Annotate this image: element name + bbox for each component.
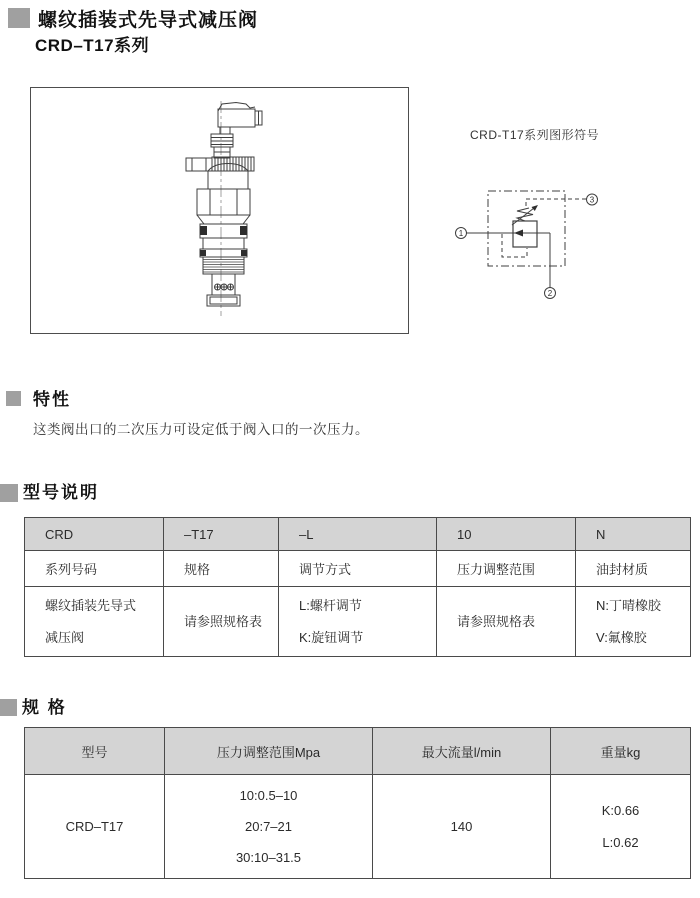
port-markers bbox=[456, 194, 598, 299]
spec-header-cell: 压力调整范围Mpa bbox=[165, 728, 373, 775]
label-cell: 压力调整范围 bbox=[437, 551, 576, 587]
detail-cell bbox=[25, 587, 164, 657]
features-heading: 特性 bbox=[33, 390, 71, 409]
spec-flow-cell: 140 bbox=[373, 775, 551, 879]
spec-table bbox=[24, 727, 691, 879]
spec-header-cell: 最大流量l/min bbox=[373, 728, 551, 775]
spec-weight-cell bbox=[551, 775, 691, 879]
detail-line: 螺纹插装先导式 bbox=[45, 597, 137, 613]
spec-data-row bbox=[25, 775, 691, 879]
detail-line: 请参照规格表 bbox=[457, 613, 536, 629]
valve-drawing bbox=[31, 88, 408, 333]
port-2-label: 2 bbox=[547, 289, 553, 298]
spec-header-cell: 重量kg bbox=[551, 728, 691, 775]
model-section-heading: 型号说明 bbox=[23, 483, 99, 502]
model-detail-row bbox=[25, 587, 691, 657]
spec-model-cell: CRD–T17 bbox=[25, 775, 165, 879]
port-1-label: 1 bbox=[458, 229, 464, 238]
port-3-label: 3 bbox=[589, 195, 595, 205]
code-cell: –T17 bbox=[164, 518, 279, 551]
detail-cell bbox=[279, 587, 437, 657]
model-label-row bbox=[25, 551, 691, 587]
features-body: 这类阀出口的二次压力可设定低于阀入口的一次压力。 bbox=[33, 422, 369, 437]
model-code-row bbox=[25, 518, 691, 551]
label-cell: 油封材质 bbox=[576, 551, 691, 587]
code-cell: CRD bbox=[25, 518, 164, 551]
code-cell: 10 bbox=[437, 518, 576, 551]
label-cell: 调节方式 bbox=[279, 551, 437, 587]
code-cell: N bbox=[576, 518, 691, 551]
pressure-line: 10:0.5–10 bbox=[239, 788, 298, 803]
detail-line: K:旋钮调节 bbox=[299, 629, 364, 645]
detail-cell bbox=[437, 587, 576, 657]
features-bullet-square bbox=[6, 391, 21, 406]
spec-header-row bbox=[25, 728, 691, 775]
model-section-bullet-square bbox=[0, 484, 18, 502]
detail-cell bbox=[164, 587, 279, 657]
hydraulic-symbol bbox=[445, 185, 615, 310]
spec-pressure-cell bbox=[165, 775, 373, 879]
page-subtitle: CRD–T17系列 bbox=[35, 36, 150, 55]
label-cell: 规格 bbox=[164, 551, 279, 587]
symbol-caption: CRD-T17系列图形符号 bbox=[470, 128, 600, 142]
title-bullet-square bbox=[8, 8, 30, 28]
pressure-line: 30:10–31.5 bbox=[235, 850, 302, 865]
label-cell: 系列号码 bbox=[25, 551, 164, 587]
spec-section-heading: 规 格 bbox=[22, 698, 67, 717]
detail-line: V:氟橡胶 bbox=[596, 629, 647, 645]
detail-cell bbox=[576, 587, 691, 657]
weight-line: K:0.66 bbox=[601, 802, 640, 818]
weight-line: L:0.62 bbox=[602, 834, 639, 850]
spec-section-bullet-square bbox=[0, 699, 17, 716]
page-title: 螺纹插装式先导式减压阀 bbox=[38, 10, 259, 31]
code-cell: –L bbox=[279, 518, 437, 551]
spec-header-cell: 型号 bbox=[25, 728, 165, 775]
model-code-table bbox=[24, 517, 691, 657]
pressure-line: 20:7–21 bbox=[245, 819, 292, 834]
detail-line: L:螺杆调节 bbox=[299, 597, 362, 613]
valve-drawing-box bbox=[30, 87, 409, 334]
detail-line: 请参照规格表 bbox=[184, 613, 263, 629]
detail-line: N:丁晴橡胶 bbox=[596, 597, 662, 613]
detail-line: 减压阀 bbox=[45, 629, 85, 645]
